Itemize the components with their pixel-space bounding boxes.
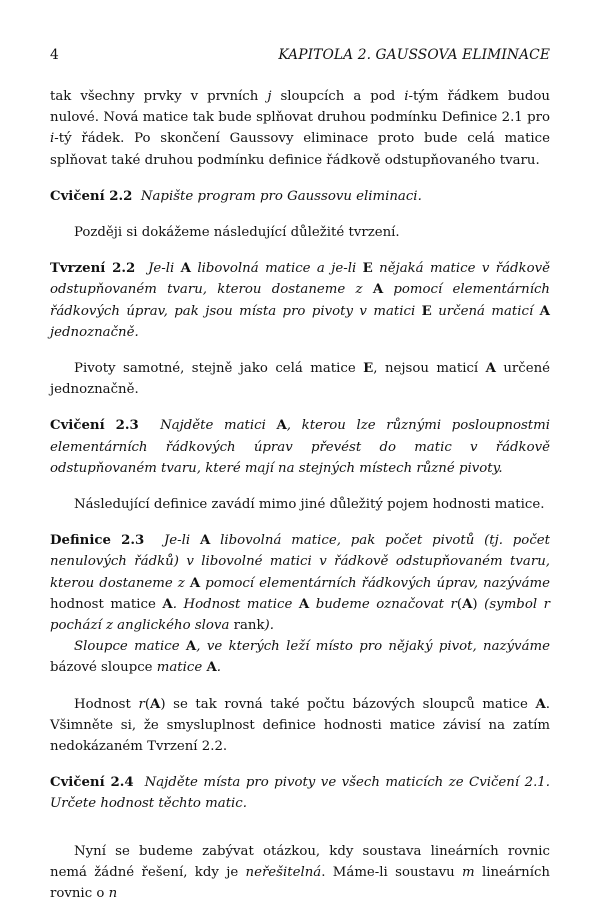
exercise-label: Cvičení 2.3 [50,418,139,434]
exercise-label: Cvičení 2.4 [50,775,134,791]
page-header [50,47,550,67]
paragraph-solvability: Nyní se budeme zabývat otázkou, kdy soustava lineárních rovnic nemá žádné řešení, kdy je neřešitelná. Máme-li soustavu m lineárních rovnic o n [50,843,550,902]
running-title: KAPITOLA 2. GAUSSOVA ELIMINACE [278,47,550,63]
claim-2-2: Tvrzení 2.2 Je-li A libovolná matice a je-li E nějaká matice v řádkově odstupňovaném tvaru, kterou dostaneme z A pomocí elementárních řádkových úprav, pak jsou místa pro pivoty v matici E určená maticí A jednoznačně. [50,261,550,340]
exercise-2-4: Cvičení 2.4 Najděte místa pro pivoty ve všech maticích ze Cvičení 2.1. Určete hodnost těchto matic. [50,775,550,812]
exercise-2-2: Cvičení 2.2 Napište program pro Gaussovu eliminaci. [50,188,422,204]
page-body [50,86,550,904]
paragraph-rank-intro: Následující definice zavádí mimo jiné důležitý pojem hodnosti matice. [74,497,545,513]
paragraph-continuation: tak všechny prvky v prvních j sloupcích a pod i-tým řádkem budou nulové. Nová matice tak bude splňovat druhou podmínku Definice 2.1 pro i-tý řádek. Po skončení Gaussovy eliminace proto bude celá matice splňovat také druhou podmínku definice řádkově odstupňovaného tvaru. [50,89,550,168]
paragraph-intro-claim: Později si dokážeme následující důležité tvrzení. [74,225,400,241]
exercise-2-3: Cvičení 2.3 Najděte matici A, kterou lze různými posloupnostmi elementárních řádkových úprav převést do matic v řádkově odstupňovaném tvaru, které mají na stejných místech různé pivoty. [50,418,550,476]
definition-2-3-continued: Sloupce matice A, ve kterých leží místo pro nějaký pivot, nazýváme bázové sloupce matice A. [50,639,550,676]
definition-label: Definice 2.3 [50,533,145,549]
claim-label: Tvrzení 2.2 [50,261,136,277]
exercise-label: Cvičení 2.2 [50,188,133,204]
paragraph-pivots: Pivoty samotné, stejně jako celá matice E, nejsou maticí A určené jednoznačně. [50,361,551,398]
paragraph-rank-note: Hodnost r(A) se tak rovná také počtu bázových sloupců matice A. Všimněte si, že smysluplnost definice hodnosti matice závisí na zatím nedokázaném Tvrzení 2.2. [50,696,550,755]
page-number: 4 [50,47,59,63]
definition-2-3: Definice 2.3 Je-li A libovolná matice, pak počet pivotů (tj. počet nenulových řádků) v libovolné matici v řádkově odstupňovaném tvaru, kterou dostaneme z A pomocí elementárních řádkových úprav, nazýváme hodnost matice A. Hodnost matice A budeme označovat r(A) (symbol r pochází z anglického slova rank). [50,533,551,634]
